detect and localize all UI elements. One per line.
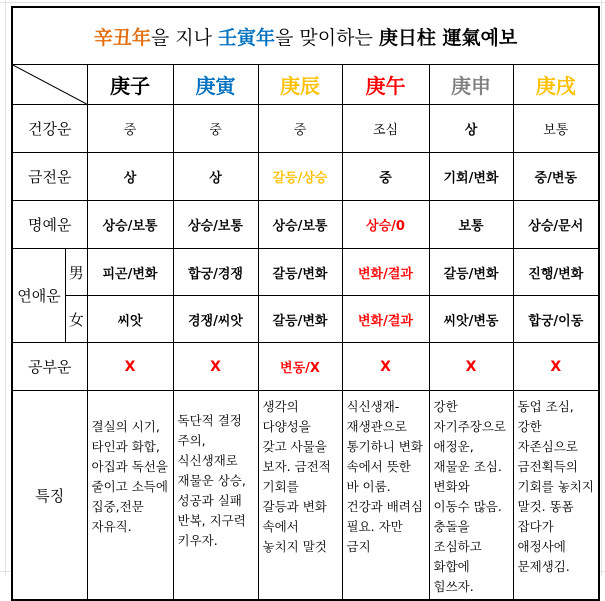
fame-cell[interactable]: 상승/문서 [513,201,599,249]
fame-cell[interactable]: 상승/보통 [173,201,258,249]
health-cell[interactable]: 중 [258,105,342,153]
row-label-study[interactable]: 공부운 [12,343,87,391]
fortune-table [11,6,600,601]
column-header-gengja[interactable]: 庚子 [87,65,173,105]
diagonal-line [13,65,87,104]
title-year-new: 壬寅年 [217,26,275,49]
row-label-money[interactable]: 금전운 [12,153,87,201]
sheet-gridline [601,0,602,576]
row-label-health[interactable]: 건강운 [12,105,87,153]
column-header-gyeongo[interactable]: 庚午 [342,65,429,105]
love-female-cell[interactable]: 갈등/변화 [258,296,342,343]
love-female-cell[interactable]: 변화/결과 [342,296,429,343]
row-label-love[interactable]: 연애운 [17,287,61,305]
love-female-cell[interactable]: 씨앗 [87,296,173,343]
table-row-feature [12,391,599,601]
love-male-cell[interactable]: 갈등/변화 [258,249,342,296]
column-header-gyeongjin[interactable]: 庚辰 [258,65,342,105]
love-male-cell[interactable]: 갈등/변화 [429,249,513,296]
title-text-1: 을 지나 [150,26,218,49]
title-text-2: 을 맞이하는 [275,26,379,49]
title-year-old: 辛丑年 [93,26,151,49]
feature-cell[interactable]: 독단적 결정 주의, 식신생재로 재물운 상승, 성공과 실패 반복, 지구력 키우자. [173,391,258,601]
sheet-gridline [5,0,6,576]
study-cell[interactable]: X [342,343,429,391]
study-cell[interactable]: 변동/X [258,343,342,391]
love-female-cell[interactable]: 합궁/이동 [513,296,599,343]
money-cell[interactable]: 중/변동 [513,153,599,201]
row-label-male[interactable]: 男 [66,249,87,296]
feature-cell[interactable]: 생각의 다양성을 갖고 사물을 보자. 금전적 기회를 갈등과 변화 속에서 놓치지 말것 [258,391,342,601]
table-row-love-female [12,296,599,343]
money-cell[interactable]: 갈등/상승 [258,153,342,201]
study-cell[interactable]: X [87,343,173,391]
table-title[interactable] [12,7,599,65]
fame-cell[interactable]: 상승/보통 [87,201,173,249]
table-row-fame [12,201,599,249]
column-header-gyeongin[interactable]: 庚寅 [173,65,258,105]
fame-cell[interactable]: 보통 [429,201,513,249]
love-male-cell[interactable]: 합궁/경쟁 [173,249,258,296]
table-row-health [12,105,599,153]
table-row-love-male [12,249,599,296]
fame-cell[interactable]: 상승/보통 [258,201,342,249]
health-cell[interactable]: 보통 [513,105,599,153]
table-row-money [12,153,599,201]
title-subject: 庚日柱 運氣예보 [378,26,518,49]
health-cell[interactable]: 상 [429,105,513,153]
money-cell[interactable]: 기회/변화 [429,153,513,201]
corner-header-cell[interactable] [12,65,87,105]
health-cell[interactable]: 중 [87,105,173,153]
love-male-cell[interactable]: 피곤/변화 [87,249,173,296]
study-cell[interactable]: X [429,343,513,391]
feature-cell[interactable]: 식신생재-재생관으로 통기하니 변화 속에서 뜻한 바 이룸. 건강과 배려심 필요. 자만 금지 [342,391,429,601]
fame-cell[interactable]: 상승/0 [342,201,429,249]
money-cell[interactable]: 상 [87,153,173,201]
money-cell[interactable]: 중 [342,153,429,201]
row-label-feature[interactable]: 특징 [12,391,87,601]
health-cell[interactable]: 조심 [342,105,429,153]
money-cell[interactable]: 상 [173,153,258,201]
health-cell[interactable]: 중 [173,105,258,153]
love-female-cell[interactable]: 경쟁/씨앗 [173,296,258,343]
column-header-gyeongsin[interactable]: 庚申 [429,65,513,105]
study-cell[interactable]: X [513,343,599,391]
table-row-study [12,343,599,391]
feature-cell[interactable]: 결실의 시기, 타인과 화합, 아집과 독선을 줄이고 소득에 집중,전문 자유직. [87,391,173,601]
row-label-female[interactable]: 女 [66,296,87,343]
love-label-group [12,249,87,343]
feature-cell[interactable]: 동업 조심, 강한 자존심으로 금전획득의 기회를 놓치지 말것. 똥폼 잡다가 애정사에 문제생김. [513,391,599,601]
feature-cell[interactable]: 강한 자기주장으로 애정운,재물운 조심. 변화와 이동수 많음. 충돌을 조심하고 화합에 힘쓰자. [429,391,513,601]
love-female-cell[interactable]: 씨앗/변동 [429,296,513,343]
love-male-cell[interactable]: 변화/결과 [342,249,429,296]
sheet-gridline [0,2,605,3]
love-male-cell[interactable]: 진행/변화 [513,249,599,296]
column-header-gyeongsul[interactable]: 庚戌 [513,65,599,105]
row-label-fame[interactable]: 명예운 [12,201,87,249]
study-cell[interactable]: X [173,343,258,391]
